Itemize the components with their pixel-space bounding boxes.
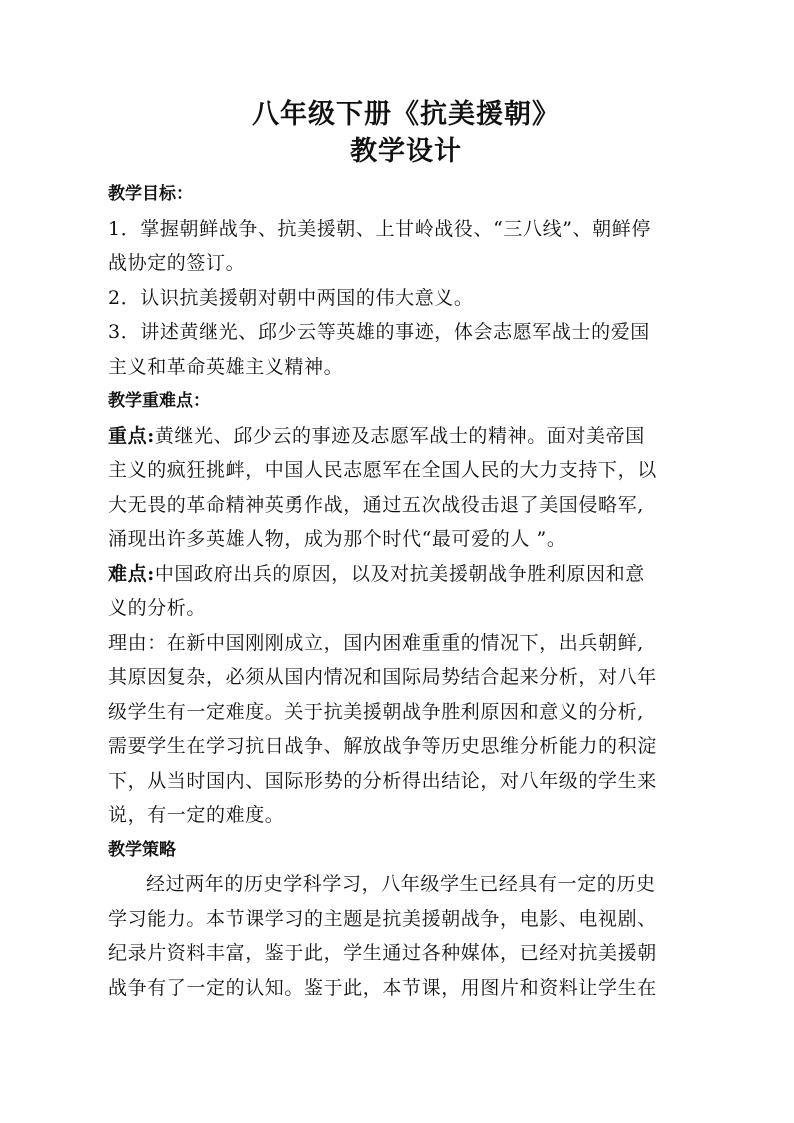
document-title xyxy=(108,96,704,170)
reason-line: 下，从当时国内、国际形势的分析得出结论，对八年级的学生来 xyxy=(108,769,657,792)
objectives-line: 主义和革命英雄主义精神。 xyxy=(108,355,344,378)
strategy-line: 经过两年的历史学科学习，八年级学生已经具有一定的历史 xyxy=(146,873,656,895)
key-point-line: 大无畏的革命精神英勇作战，通过五次战役击退了美国侵略军, xyxy=(108,493,644,516)
reason-line: 其原因复杂，必须从国内情况和国际局势结合起来分析，对八年 xyxy=(108,666,657,688)
strategy-line: 纪录片资料丰富，鉴于此，学生通过各种媒体，已经对抗美援朝 xyxy=(108,942,657,964)
key-point-label: 重点: xyxy=(108,424,155,447)
reason-line: 需要学生在学习抗日战争、解放战争等历史思维分析能力的积淀 xyxy=(108,735,657,757)
reason-line: 理由：在新中国刚刚成立，国内困难重重的情况下，出兵朝鲜, xyxy=(108,631,644,654)
objectives-line: 战协定的签订。 xyxy=(108,252,246,274)
title-line-1: 八年级下册《抗美援朝》 xyxy=(252,99,560,130)
strategy-heading: 教学策略 xyxy=(108,839,176,860)
key-point-line: 主义的疯狂挑衅，中国人民志愿军在全国人民的大力支持下，以 xyxy=(108,459,657,481)
strategy-line: 学习能力。本节课学习的主题是抗美援朝战争，电影、电视剧、 xyxy=(108,907,657,930)
key-point-text: 黄继光、邱少云的事迹及志愿军战士的精神。面对美帝国 xyxy=(154,424,645,447)
difficult-point-label: 难点: xyxy=(108,562,155,585)
title-line-2: 教学设计 xyxy=(350,136,462,167)
objectives-line: 1．掌握朝鲜战争、抗美援朝、上甘岭战役、“三八线”、朝鲜停 xyxy=(108,217,651,240)
reason-line: 级学生有一定难度。关于抗美援朝战争胜利原因和意义的分析, xyxy=(108,700,644,723)
strategy-line: 战争有了一定的认知。鉴于此，本节课，用图片和资料让学生在 xyxy=(108,976,657,999)
key-point-line xyxy=(108,419,704,454)
objectives-heading: 教学目标： xyxy=(108,184,193,204)
difficult-point-line: 义的分析。 xyxy=(108,597,207,619)
reason-line: 说，有一定的难度。 xyxy=(108,804,285,826)
objectives-line: 3．讲述黄继光、邱少云等英雄的事迹，体会志愿军战士的爱国 xyxy=(108,321,650,343)
key-difficult-heading: 教学重难点： xyxy=(108,391,210,411)
difficult-point-text: 中国政府出兵的原因，以及对抗美援朝战争胜利原因和意 xyxy=(154,562,645,585)
key-point-line: 涌现出许多英雄人物，成为那个时代“最可爱的人 ”。 xyxy=(108,528,567,550)
document-page xyxy=(108,96,704,1005)
difficult-point-line xyxy=(108,557,704,592)
objectives-line: 2．认识抗美援朝对朝中两国的伟大意义。 xyxy=(108,286,474,309)
